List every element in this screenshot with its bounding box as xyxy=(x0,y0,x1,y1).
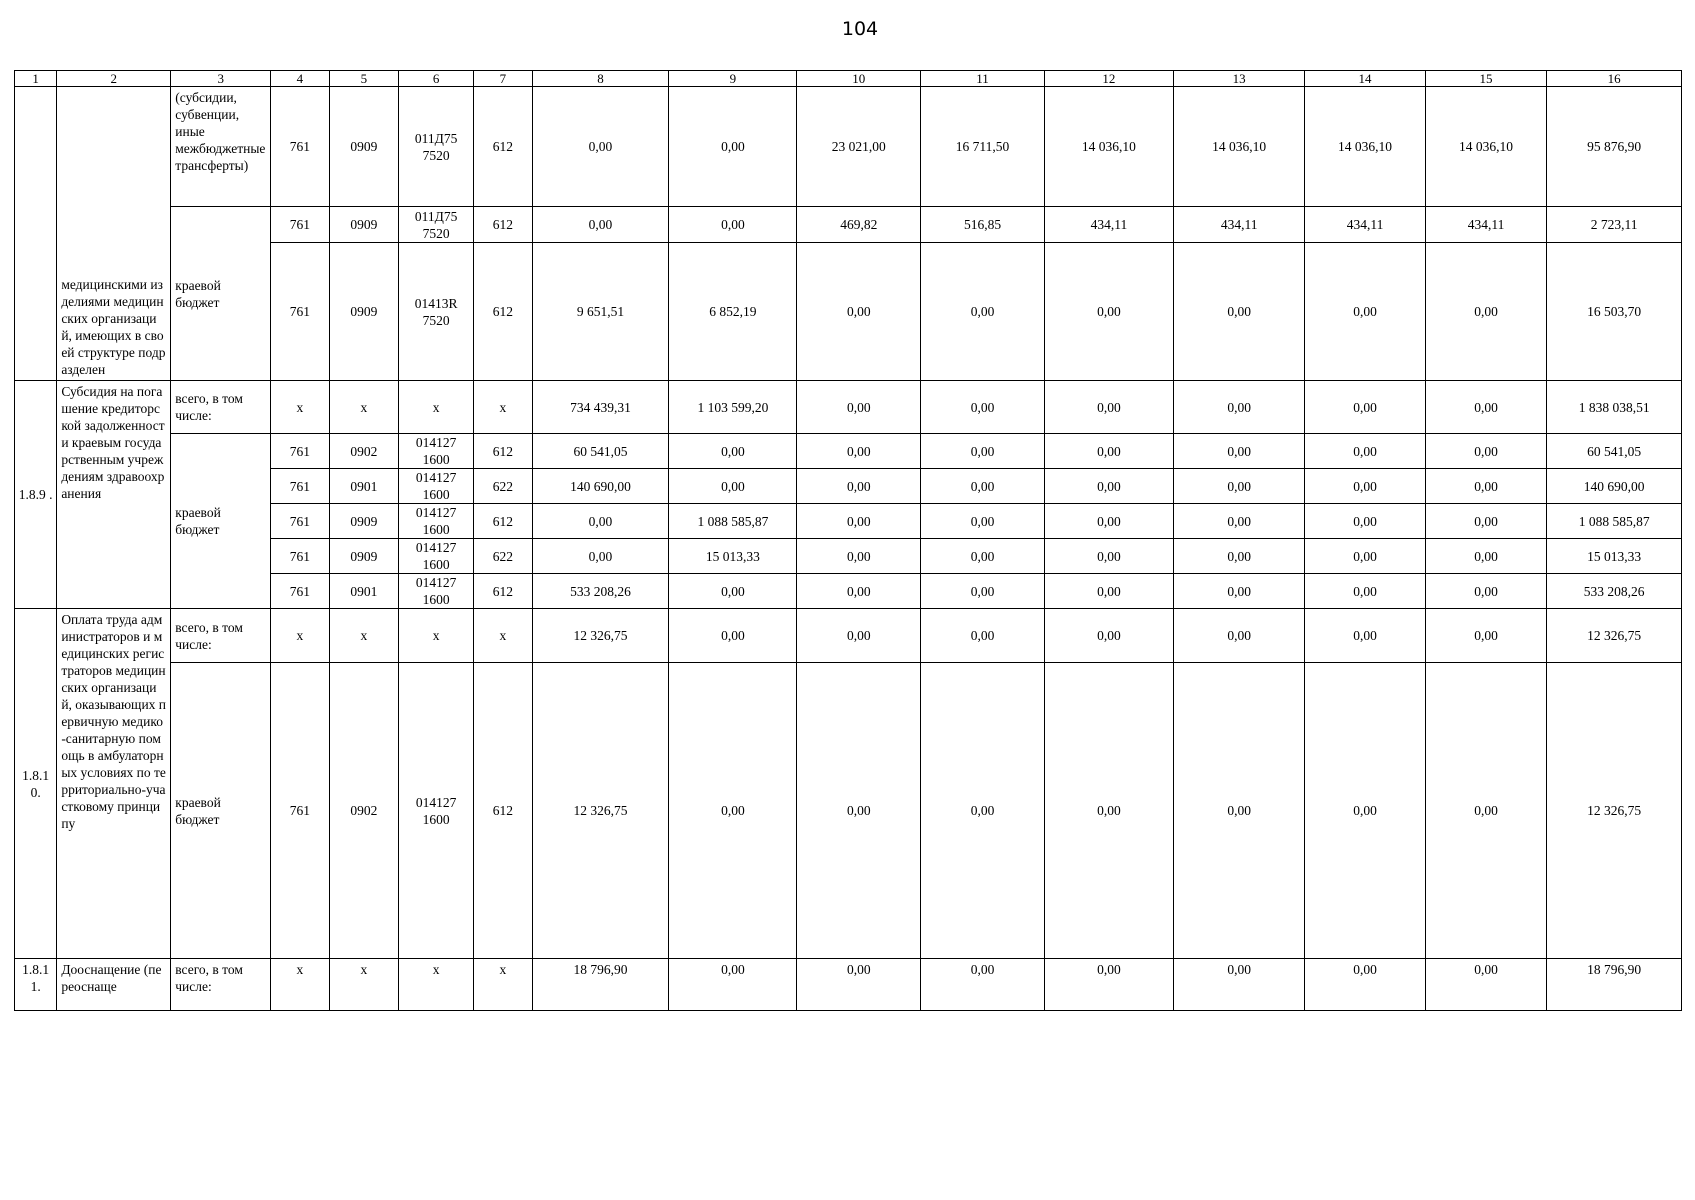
cell: 0,00 xyxy=(1044,663,1173,959)
cell: 0,00 xyxy=(1044,469,1173,504)
cell: 0,00 xyxy=(669,574,797,609)
cell: 6 852,19 xyxy=(669,243,797,381)
cell: 0,00 xyxy=(921,469,1045,504)
cell: 2 723,11 xyxy=(1547,207,1682,243)
cell: 612 xyxy=(474,207,533,243)
cell: 0,00 xyxy=(1044,609,1173,663)
cell: 0,00 xyxy=(1425,504,1547,539)
cell: 0,00 xyxy=(1425,381,1547,434)
cell: 0902 xyxy=(329,663,398,959)
cell: 612 xyxy=(474,663,533,959)
cell: 0909 xyxy=(329,504,398,539)
cell: 0,00 xyxy=(1305,609,1425,663)
cell: 1 103 599,20 xyxy=(669,381,797,434)
cell: 18 796,90 xyxy=(532,959,669,1011)
cell: 0,00 xyxy=(797,381,921,434)
cell: 612 xyxy=(474,574,533,609)
cell: 761 xyxy=(271,504,330,539)
cell: 0,00 xyxy=(797,434,921,469)
cell: 0,00 xyxy=(1425,609,1547,663)
cell: 12 326,75 xyxy=(1547,663,1682,959)
cell: 1 088 585,87 xyxy=(1547,504,1682,539)
row-number-cell: 1.8.9 . xyxy=(15,381,57,609)
cell: x xyxy=(329,959,398,1011)
column-number: 3 xyxy=(171,71,271,87)
cell: 0,00 xyxy=(1174,381,1305,434)
page-number: 104 xyxy=(841,18,879,40)
cell: 14 036,10 xyxy=(1174,87,1305,207)
cell: 0,00 xyxy=(797,959,921,1011)
column-number: 6 xyxy=(399,71,474,87)
cell: 0,00 xyxy=(1425,663,1547,959)
cell: x xyxy=(474,959,533,1011)
measure-description: Оплата труда администраторов и медицинских регистраторов медицинских организаций, оказывающих первичную медико-санитарную помощь в амбулаторных условиях по территориально-участковому принципу xyxy=(57,609,171,959)
cell: 0909 xyxy=(329,243,398,381)
cell: 0,00 xyxy=(797,609,921,663)
measure-description: Субсидия на погашение кредиторской задолженности краевым государственным учреждениям здравоохранения xyxy=(57,381,171,609)
cell: 15 013,33 xyxy=(669,539,797,574)
cell: 16 503,70 xyxy=(1547,243,1682,381)
cell: 60 541,05 xyxy=(532,434,669,469)
cell: 0,00 xyxy=(669,87,797,207)
budget-table xyxy=(14,70,1682,1011)
cell: 0,00 xyxy=(921,663,1045,959)
cell: 0,00 xyxy=(921,539,1045,574)
cell: 14 036,10 xyxy=(1044,87,1173,207)
cell: 0,00 xyxy=(921,959,1045,1011)
cell: x xyxy=(329,381,398,434)
cell: 014127 1600 xyxy=(399,574,474,609)
column-number: 8 xyxy=(532,71,669,87)
cell: 1 838 038,51 xyxy=(1547,381,1682,434)
cell: 0,00 xyxy=(921,574,1045,609)
measure-description: Дооснащение (переоснаще xyxy=(57,959,171,1011)
cell: 0,00 xyxy=(1425,243,1547,381)
cell: x xyxy=(329,609,398,663)
cell: 0909 xyxy=(329,207,398,243)
cell: 0,00 xyxy=(797,663,921,959)
cell: 0,00 xyxy=(1425,539,1547,574)
cell: 622 xyxy=(474,469,533,504)
column-number: 10 xyxy=(797,71,921,87)
cell: 0,00 xyxy=(921,381,1045,434)
cell: 533 208,26 xyxy=(1547,574,1682,609)
column-number-row xyxy=(15,71,1682,87)
cell: 516,85 xyxy=(921,207,1045,243)
cell: 0,00 xyxy=(1305,434,1425,469)
column-number: 12 xyxy=(1044,71,1173,87)
cell: x xyxy=(399,959,474,1011)
cell: 612 xyxy=(474,434,533,469)
funding-source: всего, в том числе: xyxy=(171,959,271,1011)
cell: 761 xyxy=(271,434,330,469)
cell: 0,00 xyxy=(1425,434,1547,469)
cell: 0,00 xyxy=(1044,434,1173,469)
cell: 14 036,10 xyxy=(1305,87,1425,207)
cell: 0,00 xyxy=(1425,469,1547,504)
cell: 011Д75 7520 xyxy=(399,87,474,207)
cell: 0901 xyxy=(329,469,398,504)
table-row xyxy=(15,959,1682,1011)
row-number-cell: 1.8.1 1. xyxy=(15,959,57,1011)
cell: 0,00 xyxy=(1044,539,1173,574)
cell: 0,00 xyxy=(1044,243,1173,381)
column-number: 11 xyxy=(921,71,1045,87)
cell: 761 xyxy=(271,469,330,504)
cell: 734 439,31 xyxy=(532,381,669,434)
cell: 0909 xyxy=(329,87,398,207)
cell: 14 036,10 xyxy=(1425,87,1547,207)
cell: 0,00 xyxy=(532,539,669,574)
cell: 0,00 xyxy=(797,469,921,504)
cell: 0,00 xyxy=(1174,504,1305,539)
row-number-cell: 1.8.1 0. xyxy=(15,609,57,959)
cell: 18 796,90 xyxy=(1547,959,1682,1011)
column-number: 4 xyxy=(271,71,330,87)
cell: 0,00 xyxy=(1305,539,1425,574)
column-number: 7 xyxy=(474,71,533,87)
cell: 0,00 xyxy=(797,574,921,609)
table-row xyxy=(15,434,1682,469)
cell: 761 xyxy=(271,207,330,243)
funding-source: краевой бюджет xyxy=(171,434,271,609)
cell: 0,00 xyxy=(669,207,797,243)
funding-source: всего, в том числе: xyxy=(171,381,271,434)
table-row xyxy=(15,207,1682,243)
cell: 12 326,75 xyxy=(532,609,669,663)
table-row xyxy=(15,381,1682,434)
cell: 0,00 xyxy=(1305,574,1425,609)
cell: x xyxy=(399,609,474,663)
cell: 0,00 xyxy=(1174,434,1305,469)
cell: 0,00 xyxy=(1425,574,1547,609)
cell: 0,00 xyxy=(921,609,1045,663)
cell: 0909 xyxy=(329,539,398,574)
cell: 612 xyxy=(474,243,533,381)
cell: 0901 xyxy=(329,574,398,609)
cell: 0,00 xyxy=(797,243,921,381)
cell: 0,00 xyxy=(921,504,1045,539)
funding-source: (субсидии, субвенции, иные межбюджетные трансферты) xyxy=(171,87,271,207)
cell: 761 xyxy=(271,663,330,959)
cell: 0,00 xyxy=(1305,469,1425,504)
cell: x xyxy=(271,959,330,1011)
cell: 0,00 xyxy=(1305,959,1425,1011)
cell: 0,00 xyxy=(1174,539,1305,574)
column-number: 2 xyxy=(57,71,171,87)
cell: x xyxy=(474,609,533,663)
cell: 0,00 xyxy=(669,434,797,469)
cell: 0,00 xyxy=(669,469,797,504)
column-number: 14 xyxy=(1305,71,1425,87)
cell: 434,11 xyxy=(1044,207,1173,243)
cell: 0,00 xyxy=(1174,959,1305,1011)
column-number: 16 xyxy=(1547,71,1682,87)
cell: 0,00 xyxy=(1044,574,1173,609)
cell: 0,00 xyxy=(1305,504,1425,539)
cell: 0,00 xyxy=(532,87,669,207)
cell: 0902 xyxy=(329,434,398,469)
funding-source: краевой бюджет xyxy=(171,207,271,381)
cell: 761 xyxy=(271,243,330,381)
cell: 761 xyxy=(271,87,330,207)
cell: 140 690,00 xyxy=(532,469,669,504)
cell: x xyxy=(271,381,330,434)
cell: 0,00 xyxy=(1044,381,1173,434)
cell: 16 711,50 xyxy=(921,87,1045,207)
cell: 0,00 xyxy=(1174,609,1305,663)
cell: 014127 1600 xyxy=(399,539,474,574)
cell: 761 xyxy=(271,539,330,574)
cell: 533 208,26 xyxy=(532,574,669,609)
cell: x xyxy=(399,381,474,434)
measure-description: медицинскими изделиями медицинских организаций, имеющих в своей структуре подразделен xyxy=(57,87,171,381)
column-number: 13 xyxy=(1174,71,1305,87)
cell: 469,82 xyxy=(797,207,921,243)
cell: 761 xyxy=(271,574,330,609)
table-row xyxy=(15,663,1682,959)
funding-source: краевой бюджет xyxy=(171,663,271,959)
cell: 014127 1600 xyxy=(399,469,474,504)
cell: 622 xyxy=(474,539,533,574)
cell: x xyxy=(474,381,533,434)
row-number-cell xyxy=(15,87,57,381)
cell: 12 326,75 xyxy=(532,663,669,959)
cell: 0,00 xyxy=(1174,469,1305,504)
cell: 0,00 xyxy=(1174,663,1305,959)
cell: 0,00 xyxy=(1044,959,1173,1011)
cell: 0,00 xyxy=(1305,663,1425,959)
cell: 434,11 xyxy=(1305,207,1425,243)
column-number: 15 xyxy=(1425,71,1547,87)
cell: 014127 1600 xyxy=(399,504,474,539)
cell: 60 541,05 xyxy=(1547,434,1682,469)
column-number: 5 xyxy=(329,71,398,87)
column-number: 9 xyxy=(669,71,797,87)
cell: 0,00 xyxy=(1425,959,1547,1011)
cell: 0,00 xyxy=(1174,574,1305,609)
cell: 95 876,90 xyxy=(1547,87,1682,207)
column-number: 1 xyxy=(15,71,57,87)
cell: 0,00 xyxy=(921,434,1045,469)
table-row xyxy=(15,87,1682,207)
table-row xyxy=(15,609,1682,663)
cell: 15 013,33 xyxy=(1547,539,1682,574)
cell: 0,00 xyxy=(1044,504,1173,539)
cell: 011Д75 7520 xyxy=(399,207,474,243)
cell: 0,00 xyxy=(532,207,669,243)
cell: 0,00 xyxy=(797,539,921,574)
cell: 0,00 xyxy=(921,243,1045,381)
cell: 434,11 xyxy=(1174,207,1305,243)
cell: 01413R 7520 xyxy=(399,243,474,381)
cell: 612 xyxy=(474,87,533,207)
cell: 12 326,75 xyxy=(1547,609,1682,663)
cell: 0,00 xyxy=(532,504,669,539)
cell: 0,00 xyxy=(669,959,797,1011)
cell: 014127 1600 xyxy=(399,663,474,959)
cell: 0,00 xyxy=(669,609,797,663)
funding-source: всего, в том числе: xyxy=(171,609,271,663)
cell: 0,00 xyxy=(1305,381,1425,434)
cell: 014127 1600 xyxy=(399,434,474,469)
cell: 0,00 xyxy=(669,663,797,959)
cell: 23 021,00 xyxy=(797,87,921,207)
cell: 1 088 585,87 xyxy=(669,504,797,539)
cell: 434,11 xyxy=(1425,207,1547,243)
cell: 9 651,51 xyxy=(532,243,669,381)
cell: 0,00 xyxy=(797,504,921,539)
cell: 140 690,00 xyxy=(1547,469,1682,504)
cell: 0,00 xyxy=(1305,243,1425,381)
cell: 0,00 xyxy=(1174,243,1305,381)
cell: x xyxy=(271,609,330,663)
cell: 612 xyxy=(474,504,533,539)
